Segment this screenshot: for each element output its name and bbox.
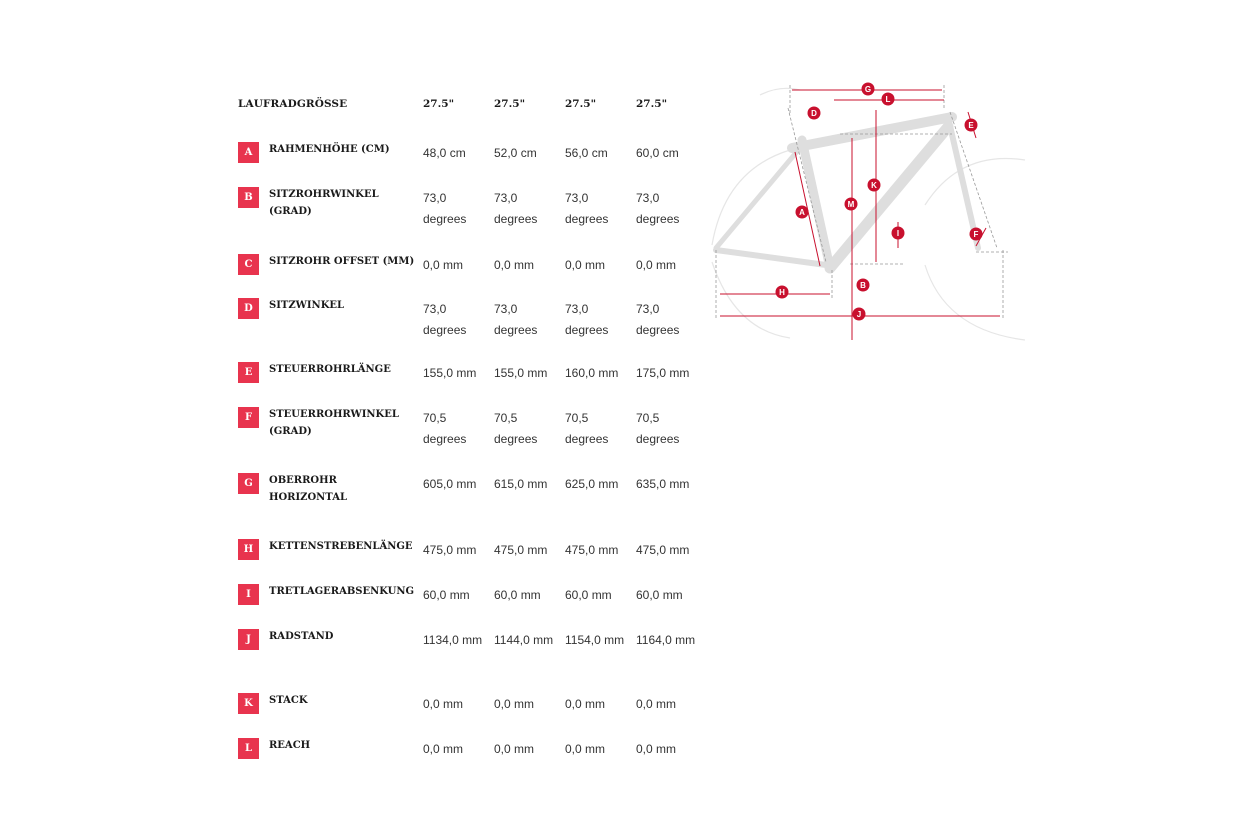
- dimension-badge-l: [882, 93, 895, 106]
- row-label: RAHMENHÖHE (CM): [269, 144, 390, 155]
- letter-badge: B: [238, 187, 259, 208]
- bike-geometry-diagram: [700, 70, 1040, 350]
- table-row: [238, 619, 708, 683]
- cell-value: 0,0 mm: [565, 258, 606, 272]
- table-row: [238, 683, 708, 728]
- cell-value: 475,0 mm: [423, 543, 477, 557]
- row-label: SITZROHRWINKEL (GRAD): [269, 189, 379, 217]
- row-label: STACK: [269, 695, 308, 706]
- table-row: [238, 463, 708, 529]
- svg-text:D: D: [811, 109, 817, 118]
- letter-badge: F: [238, 407, 259, 428]
- cell-value: 60,0 mm: [565, 588, 612, 602]
- dimension-badge-f: [970, 228, 983, 241]
- size-column-3: 27.5": [565, 98, 597, 110]
- svg-text:I: I: [896, 229, 900, 238]
- table-row: [238, 352, 708, 397]
- cell-value: 73,0 degrees: [565, 191, 609, 226]
- row-label: STEUERROHRLÄNGE: [269, 364, 391, 375]
- svg-text:M: M: [847, 200, 855, 209]
- cell-value: 73,0 degrees: [494, 302, 538, 337]
- cell-value: 70,5 degrees: [423, 411, 467, 446]
- dimension-badge-k: [868, 179, 881, 192]
- size-column-1: 27.5": [423, 98, 455, 110]
- wheel-size-label: LAUFRADGRÖSSE: [238, 98, 348, 110]
- cell-value: 73,0 degrees: [494, 191, 538, 226]
- cell-value: 0,0 mm: [636, 742, 677, 756]
- cell-value: 73,0 degrees: [565, 302, 609, 337]
- cell-value: 475,0 mm: [565, 543, 619, 557]
- svg-text:E: E: [968, 121, 974, 130]
- row-label: RADSTAND: [269, 631, 334, 642]
- cell-value: 60,0 mm: [494, 588, 541, 602]
- dimension-badge-i: [892, 227, 905, 240]
- cell-value: 73,0 degrees: [636, 191, 680, 226]
- svg-text:A: A: [799, 208, 805, 217]
- letter-badge: G: [238, 473, 259, 494]
- svg-text:B: B: [860, 281, 866, 290]
- table-row: [238, 529, 708, 574]
- cell-value: 625,0 mm: [565, 477, 619, 491]
- cell-value: 0,0 mm: [423, 742, 464, 756]
- cell-value: 60,0 mm: [636, 588, 683, 602]
- dimension-badge-d: [808, 107, 821, 120]
- cell-value: 73,0 degrees: [423, 302, 467, 337]
- row-label: STEUERROHRWINKEL (GRAD): [269, 409, 399, 437]
- cell-value: 70,5 degrees: [636, 411, 680, 446]
- cell-value: 1164,0 mm: [636, 633, 696, 647]
- svg-text:J: J: [856, 310, 862, 319]
- cell-value: 70,5 degrees: [494, 411, 538, 446]
- cell-value: 0,0 mm: [423, 258, 464, 272]
- letter-badge: C: [238, 254, 259, 275]
- dimension-badge-h: [776, 286, 789, 299]
- cell-value: 56,0 cm: [565, 146, 608, 160]
- dimension-badge-e: [965, 119, 978, 132]
- row-label: REACH: [269, 740, 311, 751]
- dimension-badge-g: [862, 83, 875, 96]
- table-row: [238, 288, 708, 352]
- svg-text:G: G: [864, 85, 872, 94]
- cell-value: 615,0 mm: [494, 477, 548, 491]
- cell-value: 73,0 degrees: [423, 191, 467, 226]
- table-row: [238, 132, 708, 177]
- cell-value: 0,0 mm: [636, 258, 677, 272]
- table-row: [238, 397, 708, 463]
- cell-value: 60,0 cm: [636, 146, 679, 160]
- svg-text:F: F: [973, 230, 979, 239]
- cell-value: 73,0 degrees: [636, 302, 680, 337]
- cell-value: 48,0 cm: [423, 146, 466, 160]
- frame-tubes: [716, 117, 978, 268]
- dimension-badge-j: [853, 308, 866, 321]
- letter-badge: L: [238, 738, 259, 759]
- dimension-badge-b: [857, 279, 870, 292]
- row-label: KETTENSTREBENLÄNGE: [269, 541, 413, 552]
- cell-value: 0,0 mm: [565, 742, 606, 756]
- letter-badge: J: [238, 629, 259, 650]
- cell-value: 475,0 mm: [636, 543, 690, 557]
- cell-value: 60,0 mm: [423, 588, 470, 602]
- table-row: [238, 574, 708, 619]
- cell-value: 175,0 mm: [636, 366, 690, 380]
- cell-value: 635,0 mm: [636, 477, 690, 491]
- letter-badge: I: [238, 584, 259, 605]
- letter-badge: K: [238, 693, 259, 714]
- svg-text:K: K: [871, 181, 877, 190]
- cell-value: 52,0 cm: [494, 146, 537, 160]
- letter-badge: E: [238, 362, 259, 383]
- table-row: [238, 244, 708, 288]
- svg-text:H: H: [779, 288, 785, 297]
- cell-value: 0,0 mm: [636, 697, 677, 711]
- cell-value: 1144,0 mm: [494, 633, 554, 647]
- size-column-2: 27.5": [494, 98, 526, 110]
- dimension-badge-m: [845, 198, 858, 211]
- dimension-badge-a: [796, 206, 809, 219]
- row-label: TRETLAGERABSENKUNG: [269, 586, 415, 597]
- table-row: [238, 728, 708, 773]
- cell-value: 0,0 mm: [423, 697, 464, 711]
- cell-value: 0,0 mm: [494, 258, 535, 272]
- size-column-4: 27.5": [636, 98, 668, 110]
- dimension-lines: [720, 90, 1000, 340]
- cell-value: 605,0 mm: [423, 477, 477, 491]
- cell-value: 160,0 mm: [565, 366, 619, 380]
- geometry-table: [238, 92, 708, 773]
- cell-value: 475,0 mm: [494, 543, 548, 557]
- cell-value: 0,0 mm: [494, 697, 535, 711]
- row-label: SITZWINKEL: [269, 300, 345, 311]
- cell-value: 155,0 mm: [423, 366, 477, 380]
- cell-value: 1154,0 mm: [565, 633, 625, 647]
- row-label: SITZROHR OFFSET (MM): [269, 256, 415, 267]
- letter-badge: H: [238, 539, 259, 560]
- cell-value: 70,5 degrees: [565, 411, 609, 446]
- letter-badge: A: [238, 142, 259, 163]
- cell-value: 155,0 mm: [494, 366, 548, 380]
- svg-text:L: L: [885, 95, 891, 104]
- letter-badge: D: [238, 298, 259, 319]
- table-header-row: [238, 92, 708, 132]
- cell-value: 0,0 mm: [494, 742, 535, 756]
- row-label: OBERROHR HORIZONTAL: [269, 475, 347, 503]
- cell-value: 0,0 mm: [565, 697, 606, 711]
- table-row: [238, 177, 708, 244]
- cell-value: 1134,0 mm: [423, 633, 483, 647]
